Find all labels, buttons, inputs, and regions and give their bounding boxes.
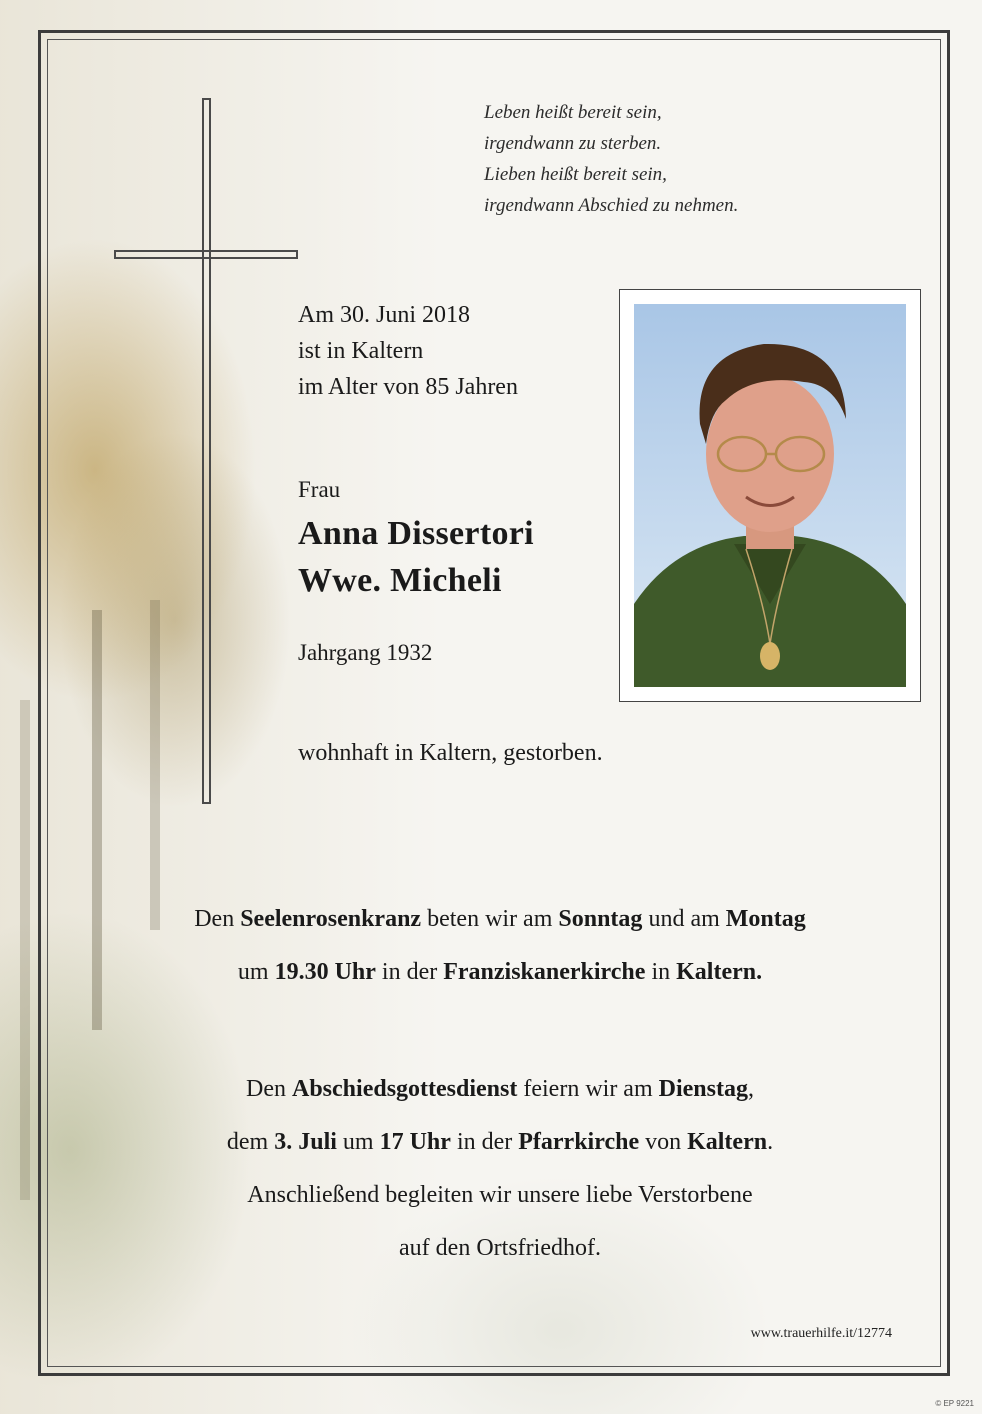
text-fragment: feiern wir am — [517, 1076, 659, 1102]
text-fragment: , — [747, 1076, 754, 1102]
age-at-death: im Alter von 85 Jahren — [298, 374, 518, 400]
funeral-line-3: Anschließend begleiten wir unsere liebe Verstorbene — [247, 1182, 753, 1208]
funeral-line-1 — [70, 1063, 930, 1116]
text-fragment: . — [767, 1129, 774, 1155]
death-announcement — [298, 297, 518, 405]
text-fragment: von — [639, 1129, 688, 1155]
birth-year: Jahrgang 1932 — [298, 640, 433, 665]
death-place: ist in Kaltern — [298, 338, 424, 364]
print-code: © EP 9221 — [935, 1399, 974, 1408]
portrait-photo — [619, 289, 921, 702]
highlight-fragment: 3. Juli — [274, 1129, 337, 1155]
text-fragment: in — [645, 959, 677, 985]
highlight-fragment: Franziskanerkirche — [443, 959, 646, 985]
text-fragment: Den — [194, 906, 241, 932]
memorial-poem — [484, 97, 738, 221]
vine-stake — [20, 700, 30, 1200]
highlight-fragment: Kaltern — [687, 1129, 768, 1155]
highlight-fragment: 17 Uhr — [379, 1129, 451, 1155]
rosary-notice — [70, 893, 930, 999]
funeral-line-2 — [70, 1116, 930, 1169]
text-fragment: in der — [375, 959, 444, 985]
deceased-name — [298, 510, 534, 604]
funeral-notice — [70, 1063, 930, 1275]
highlight-fragment: Dienstag — [658, 1076, 748, 1102]
funeral-line-4: auf den Ortsfriedhof. — [399, 1235, 601, 1261]
text-fragment: beten wir am — [421, 906, 559, 932]
text-fragment: und am — [642, 906, 726, 932]
deceased-married-name: Wwe. Micheli — [298, 562, 502, 599]
poem-line: irgendwann zu sterben. — [484, 133, 662, 154]
highlight-fragment: Abschiedsgottesdienst — [292, 1076, 518, 1102]
highlight-fragment: Pfarrkirche — [518, 1129, 640, 1155]
deceased-full-name: Anna Dissertori — [298, 515, 534, 552]
text-fragment: um — [237, 959, 275, 985]
cross-icon-horizontal-beam — [114, 250, 298, 259]
highlight-fragment: Sonntag — [558, 906, 643, 932]
text-fragment: dem — [226, 1129, 275, 1155]
rosary-line-2 — [70, 946, 930, 999]
poem-line: Lieben heißt bereit sein, — [484, 164, 667, 185]
portrait-image — [634, 304, 906, 687]
text-fragment: um — [336, 1129, 380, 1155]
poem-line: Leben heißt bereit sein, — [484, 102, 662, 123]
highlight-fragment: Montag — [725, 906, 806, 932]
text-fragment: in der — [450, 1129, 519, 1155]
highlight-fragment: Kaltern. — [676, 959, 763, 985]
poem-line: irgendwann Abschied zu nehmen. — [484, 195, 739, 216]
residence-line: wohnhaft in Kaltern, gestorben. — [298, 740, 603, 766]
salutation: Frau — [298, 477, 341, 502]
cross-icon-vertical-beam — [202, 98, 211, 804]
highlight-fragment: Seelenrosenkranz — [240, 906, 422, 932]
text-fragment: Den — [246, 1076, 292, 1102]
death-date: Am 30. Juni 2018 — [298, 302, 471, 328]
website-reference: www.trauerhilfe.it/12774 — [750, 1326, 892, 1341]
rosary-line-1 — [70, 893, 930, 946]
highlight-fragment: 19.30 Uhr — [274, 959, 376, 985]
